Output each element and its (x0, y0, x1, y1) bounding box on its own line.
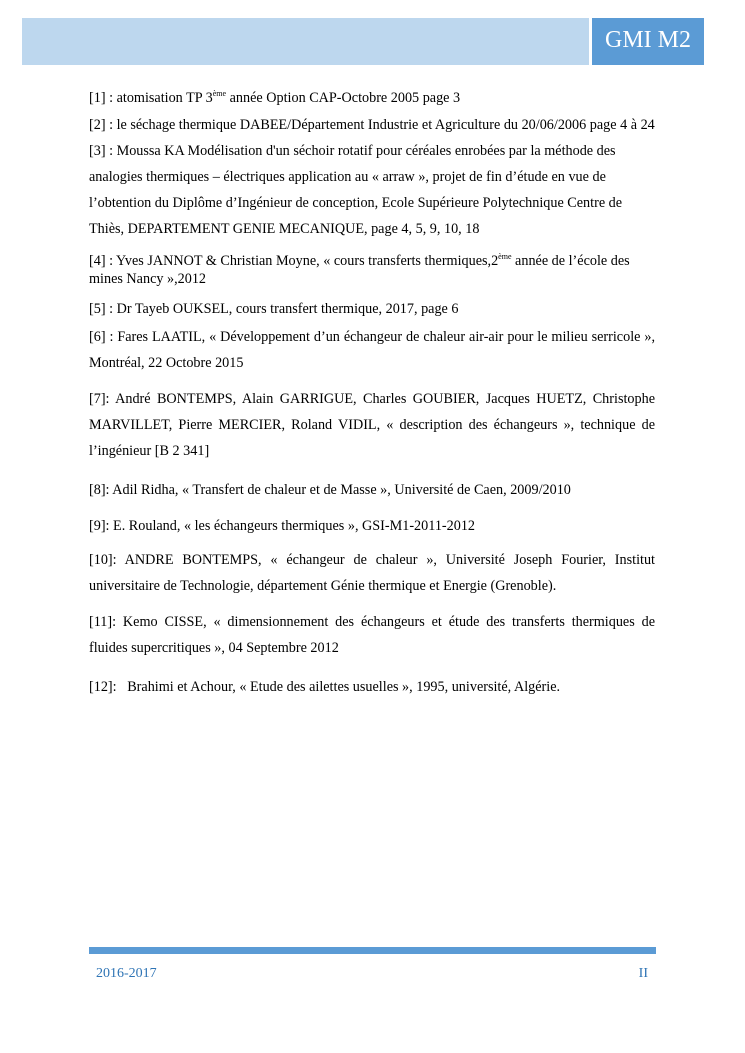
reference-10: [10]: ANDRE BONTEMPS, « échangeur de chaleur », Université Joseph Fourier, Institut universitaire de Technologie, département Génie thermique et Energie (Grenoble). (89, 552, 655, 594)
reference-7: [7]: André BONTEMPS, Alain GARRIGUE, Charles GOUBIER, Jacques HUETZ, Christophe MARVILLET, Pierre MERCIER, Roland VIDIL, « description des échangeurs », technique de l’ingénieur [B 2 341] (89, 391, 655, 459)
reference-11: [11]: Kemo CISSE, « dimensionnement des échangeurs et étude des transferts thermiques de fluides supercritiques », 04 Septembre 2012 (89, 614, 655, 656)
reference-6: [6] : Fares LAATIL, « Développement d’un échangeur de chaleur air-air pour le milieu serricole », Montréal, 22 Octobre 2015 (89, 329, 655, 371)
reference-3: [3] : Moussa KA Modélisation d'un séchoir rotatif pour céréales enrobées par la méthode des analogies thermiques – électriques application au « arraw », projet de fin d’étude en vue de l’obtention du Diplôme d’Ingénieur de conception, Ecole Supérieure Polytechnique Centre de Thiès, DEPARTEMENT GENIE MECANIQUE, page 4, 5, 9, 10, 18 (89, 143, 623, 237)
reference-4: [4] : Yves JANNOT & Christian Moyne, « cours transferts thermiques,2ème année de l’école des mines Nancy »,2012 (89, 252, 630, 287)
reference-9: [9]: E. Rouland, « les échangeurs thermiques », GSI-M1-2011-2012 (89, 518, 476, 534)
header-bar (22, 18, 589, 65)
reference-5: [5] : Dr Tayeb OUKSEL, cours transfert thermique, 2017, page 6 (89, 301, 459, 317)
reference-12: [12]: Brahimi et Achour, « Etude des ailettes usuelles », 1995, université, Algérie. (89, 679, 561, 695)
reference-2: [2] : le séchage thermique DABEE/Département Industrie et Agriculture du 20/06/2006 page 4 à 24 (89, 117, 655, 133)
footer-year: 2016-2017 (96, 966, 157, 981)
page-number: II (638, 966, 648, 981)
reference-1: [1] : atomisation TP 3ème année Option CAP-Octobre 2005 page 3 (89, 89, 461, 106)
reference-8: [8]: Adil Ridha, « Transfert de chaleur et de Masse », Université de Caen, 2009/2010 (89, 482, 571, 498)
reference-list (89, 86, 655, 696)
header-badge: GMI M2 (592, 18, 704, 65)
footer-rule (89, 947, 656, 954)
